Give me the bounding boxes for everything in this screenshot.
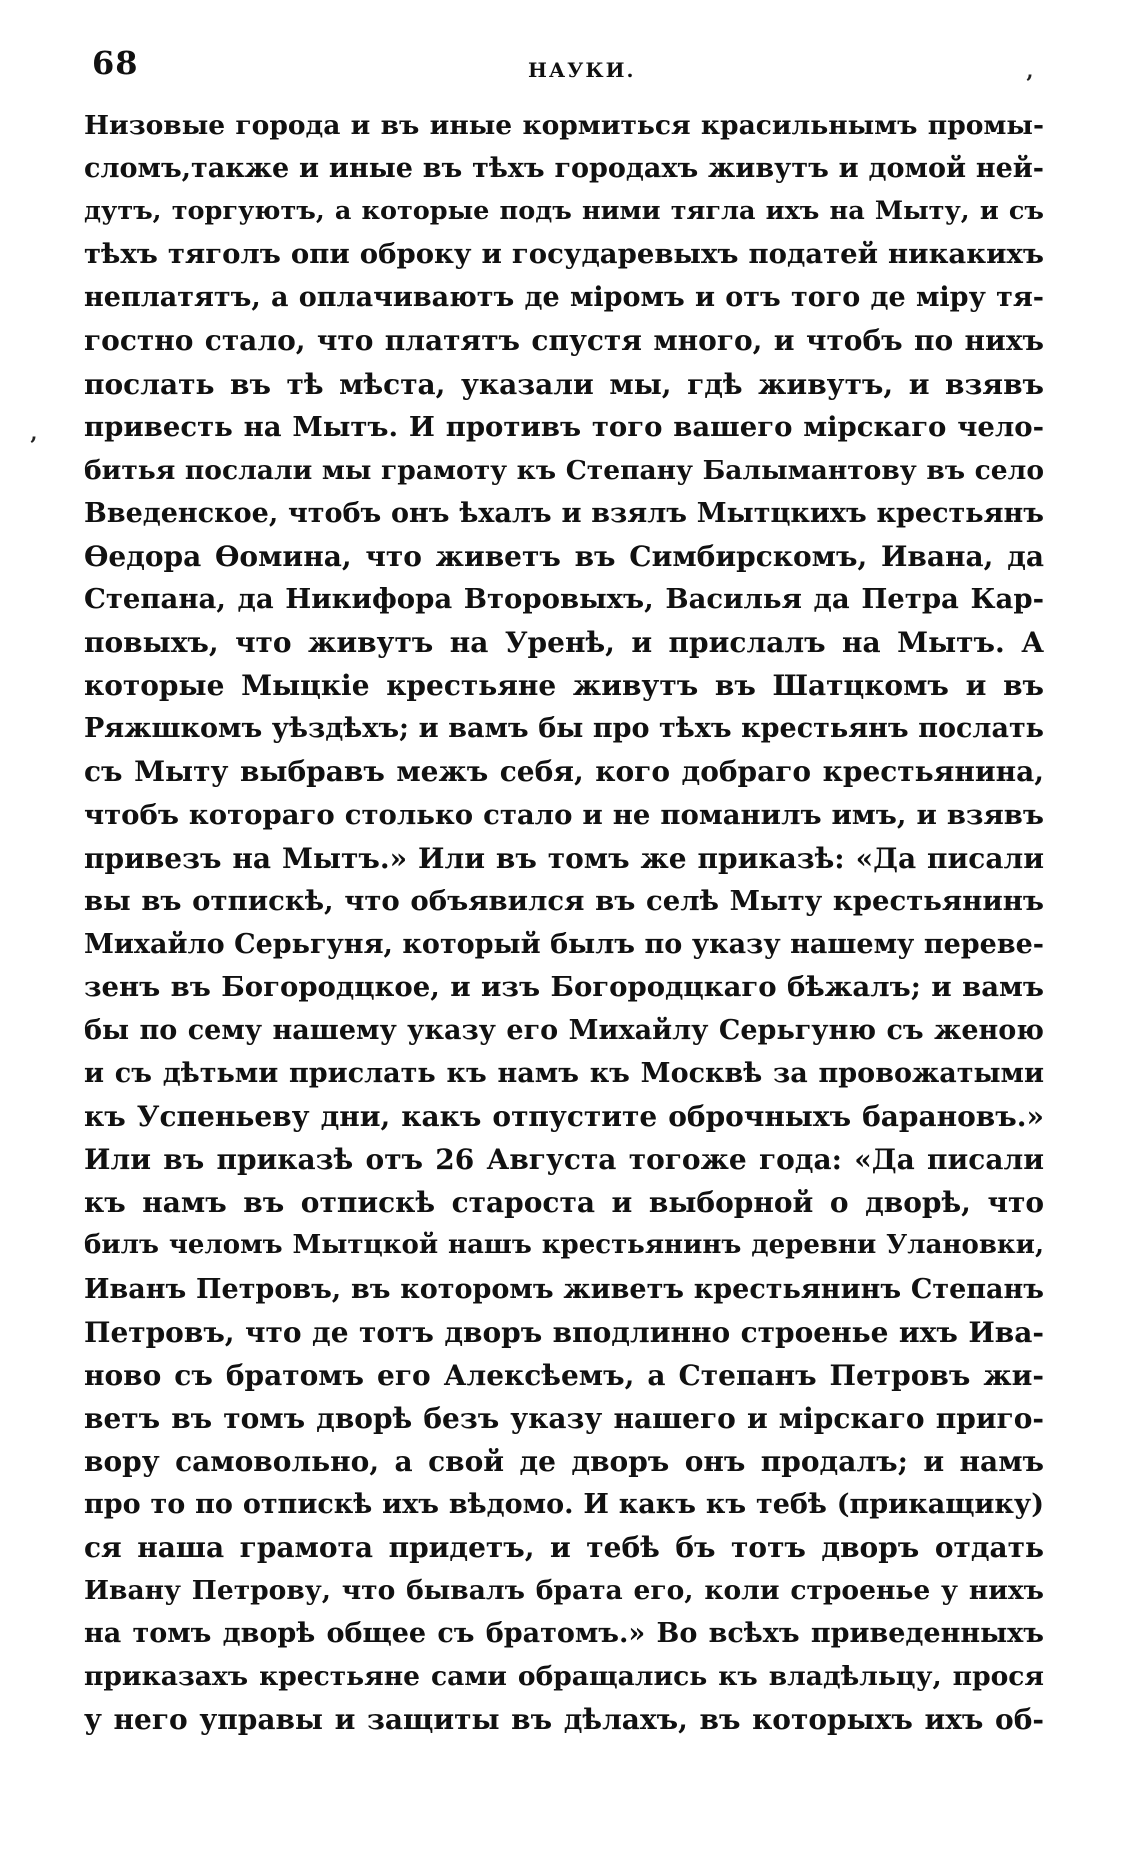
text-line: дутъ, торгуютъ, а которые подъ ними тягла ихъ на Мыту, и съ: [84, 196, 1044, 227]
text-line: привесть на Мытъ. И противъ того вашего мірскаго чело-: [84, 410, 1044, 443]
text-line: гостно стало, что платятъ спустя много, и чтобъ по нихъ: [84, 324, 1044, 358]
text-line: битья послали мы грамоту къ Степану Балымантову въ село: [84, 454, 1044, 486]
text-line: съ Мыту выбравъ межъ себя, кого добраго крестьянина,: [84, 755, 1044, 789]
text-line: Ѳедора Ѳомина, что живетъ въ Симбирскомъ, Ивана, да: [84, 539, 1044, 573]
text-line: бы по сему нашему указу его Михайлу Серьгуню съ женою: [84, 1014, 1044, 1046]
text-line: сломъ,также и иные въ тѣхъ городахъ живутъ и домой ней-: [84, 153, 1044, 185]
text-line: ветъ въ томъ дворѣ безъ указу нашего и мірскаго приго-: [84, 1401, 1044, 1435]
text-line: Или въ приказѣ отъ 26 Августа тогоже года: «Да писали: [84, 1143, 1044, 1177]
text-line: Введенское, чтобъ онъ ѣхалъ и взялъ Мытцкихъ крестьянъ: [84, 497, 1044, 529]
text-line: чтобъ котораго столько стало и не поманилъ имъ, и взявъ: [84, 798, 1044, 831]
text-line: про то по отпискѣ ихъ вѣдомо. И какъ къ тебѣ (прикащику): [84, 1489, 1044, 1520]
text-line: повыхъ, что живутъ на Уренѣ, и прислалъ на Мытъ. А: [84, 626, 1044, 660]
text-line: вору самовольно, а свой де дворъ онъ продалъ; и намъ: [84, 1444, 1044, 1478]
stray-mark-left: ‚: [30, 420, 38, 446]
text-line: вы въ отпискѣ, что объявился въ селѣ Мыту крестьянинъ: [84, 884, 1044, 917]
text-line: Ивану Петрову, что бывалъ брата его, коли строенье у нихъ: [84, 1575, 1044, 1607]
text-line: неплатятъ, а оплачиваютъ де міромъ и отъ того де міру тя-: [84, 282, 1044, 314]
text-line: ся наша грамота придетъ, и тебѣ бъ тотъ дворъ отдать: [84, 1531, 1044, 1565]
text-line: Степана, да Никифора Второвыхъ, Василья да Петра Кар-: [84, 583, 1044, 616]
text-line: тѣхъ тяголъ опи оброку и государевыхъ податей никакихъ: [84, 238, 1044, 271]
running-head: НАУКИ.: [528, 58, 636, 82]
stray-mark-top: ‚: [1026, 58, 1034, 84]
page-number: 68: [92, 44, 139, 82]
text-line: ново съ братомъ его Алексѣемъ, а Степанъ Петровъ жи-: [84, 1358, 1044, 1392]
text-line: къ намъ въ отпискѣ староста и выборной о дворѣ, что: [84, 1186, 1044, 1220]
text-line: привезъ на Мытъ.» Или въ томъ же приказѣ: «Да писали: [84, 841, 1044, 875]
text-line: приказахъ крестьяне сами обращались къ владѣльцу, прося: [84, 1661, 1044, 1693]
text-line: къ Успеньеву дни, какъ отпустите оброчныхъ барановъ.»: [84, 1100, 1044, 1134]
text-line: послать въ тѣ мѣста, указали мы, гдѣ живутъ, и взявъ: [84, 367, 1044, 401]
body-text: [84, 104, 1044, 1742]
text-line: зенъ въ Богородцкое, и изъ Богородцкаго бѣжалъ; и вамъ: [84, 970, 1044, 1003]
page-header: [84, 44, 1044, 94]
text-line: на томъ дворѣ общее съ братомъ.» Во всѣхъ приведенныхъ: [84, 1618, 1044, 1650]
text-line: у него управы и защиты въ дѣлахъ, въ которыхъ ихъ об-: [84, 1703, 1044, 1737]
text-line: которые Мыцкіе крестьяне живутъ въ Шатцкомъ и въ: [84, 669, 1044, 703]
text-line: билъ челомъ Мытцкой нашъ крестьянинъ деревни Улановки,: [84, 1230, 1044, 1261]
text-line: Низовые города и въ иные кормиться красильнымъ промы-: [84, 110, 1044, 141]
text-line: Петровъ, что де тотъ дворъ вподлинно строенье ихъ Ива-: [84, 1315, 1044, 1349]
text-line: и съ дѣтьми прислать къ намъ къ Москвѣ за провожатыми: [84, 1058, 1044, 1090]
text-line: Ряжшкомъ уѣздѣхъ; и вамъ бы про тѣхъ крестьянъ послать: [84, 713, 1044, 745]
text-line: Михайло Серьгуня, который былъ по указу нашему переве-: [84, 928, 1044, 960]
text-line: Иванъ Петровъ, въ которомъ живетъ крестьянинъ Степанъ: [84, 1273, 1044, 1305]
